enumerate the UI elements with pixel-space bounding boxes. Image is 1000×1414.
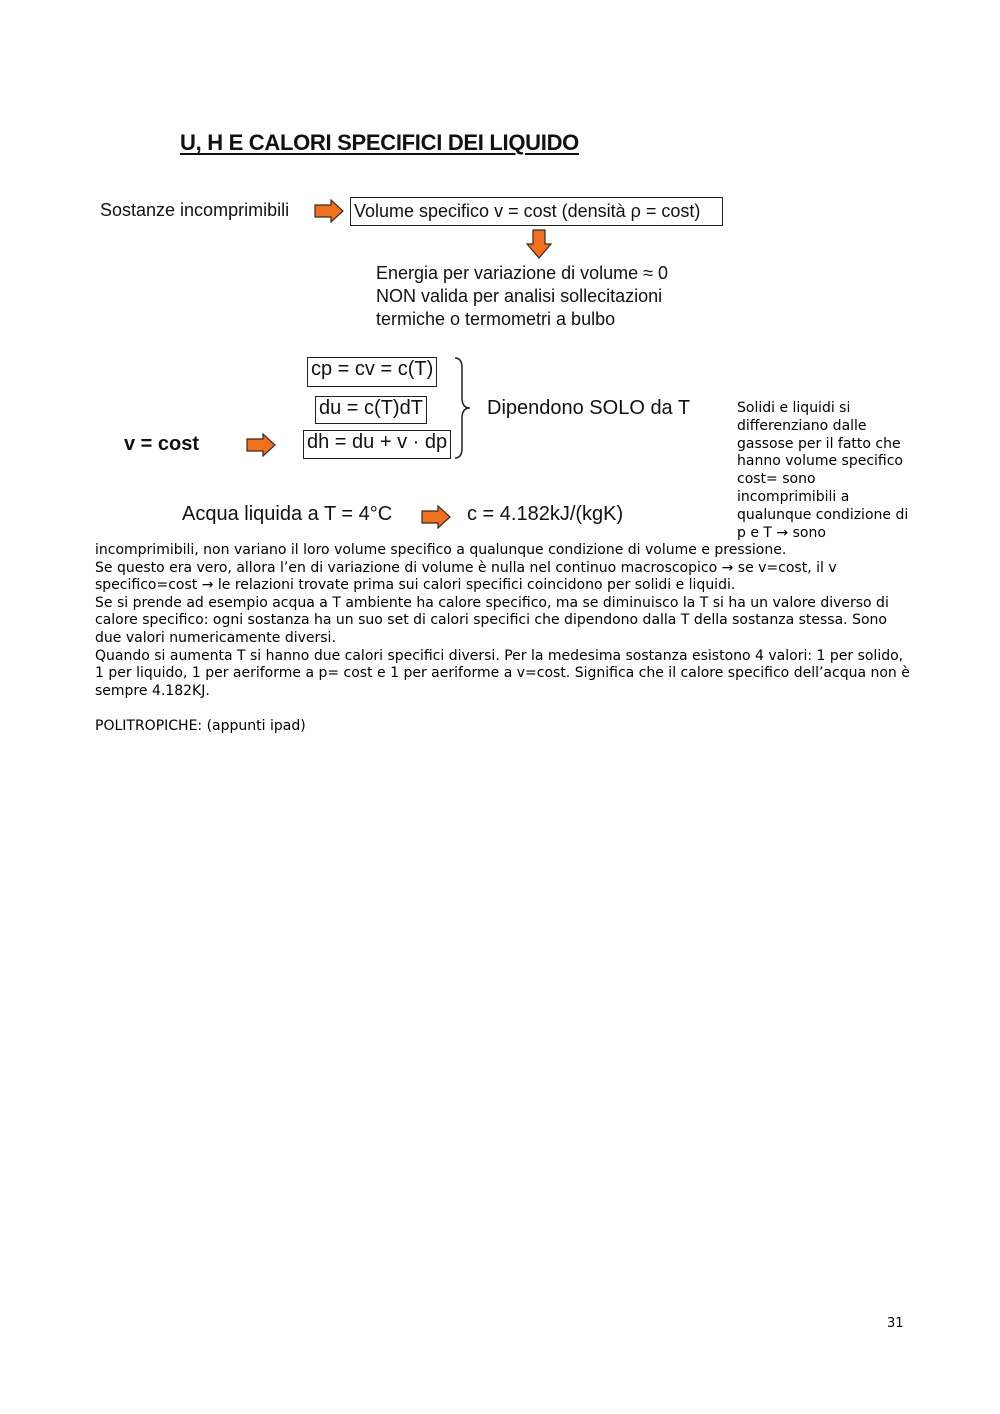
side-note: Solidi e liquidi si differenziano dalle gassose per il fatto che hanno volume specifico cost= sono incomprimibili a qualunque condizione di p e T → sono (737, 400, 909, 541)
specific-heat-value: c = 4.182kJ/(kgK) (467, 503, 624, 525)
right-arrow-icon (421, 505, 451, 529)
energy-note (376, 262, 668, 331)
volume-specifico-box: Volume specifico v = cost (densità ρ = cost) (350, 197, 723, 226)
down-arrow-icon (526, 229, 552, 259)
dipendono-label: Dipendono SOLO da T (487, 397, 691, 419)
body-text (95, 542, 910, 700)
v-cost-label: v = cost (124, 433, 200, 455)
sostanze-label: Sostanze incomprimibili (100, 200, 290, 220)
paragraph: Se questo era vero, allora l’en di variazione di volume è nulla nel continuo macroscopico → se v=cost, il v specifico=cost → le relazioni trovate prima sui calori specifici coincidono per solidi e liquidi. (95, 559, 837, 594)
right-arrow-icon (314, 199, 344, 223)
paragraph: incomprimibili, non variano il loro volume specifico a qualunque condizione di volume e pressione. (95, 542, 787, 558)
energy-line-3: termiche o termometri a bulbo (376, 309, 616, 329)
energy-line-1: Energia per variazione di volume ≈ 0 (376, 263, 669, 283)
du-equation-box: du = c(T)dT (315, 396, 427, 424)
cp-cv-equation-box: cp = cv = c(T) (307, 357, 437, 387)
curly-brace-icon (452, 356, 474, 460)
paragraph: Se si prende ad esempio acqua a T ambiente ha calore specifico, ma se diminuisco la T si ha un valore diverso di calore specifico: ogni sostanza ha un suo set di calori specifici che dipendono dalla T della sostanza stessa. Sono due valori numericamente diversi. (95, 594, 889, 646)
page-number: 31 (887, 1316, 904, 1331)
paragraph: Quando si aumenta T si hanno due calori specifici diversi. Per la medesima sostanza esistono 4 valori: 1 per solido, 1 per liquido, 1 per aeriforme a p= cost e 1 per aeriforme a v=cost. Significa che il calore specifico dell’acqua non è sempre 4.182KJ. (95, 647, 910, 699)
right-arrow-icon (246, 433, 276, 457)
acqua-label: Acqua liquida a T = 4°C (182, 503, 393, 525)
dh-equation-box: dh = du + v · dp (303, 430, 451, 459)
energy-line-2: NON valida per analisi sollecitazioni (376, 286, 663, 306)
politropiche-heading: POLITROPICHE: (appunti ipad) (95, 718, 306, 734)
figure-title: U, H E CALORI SPECIFICI DEI LIQUIDO (180, 130, 579, 155)
